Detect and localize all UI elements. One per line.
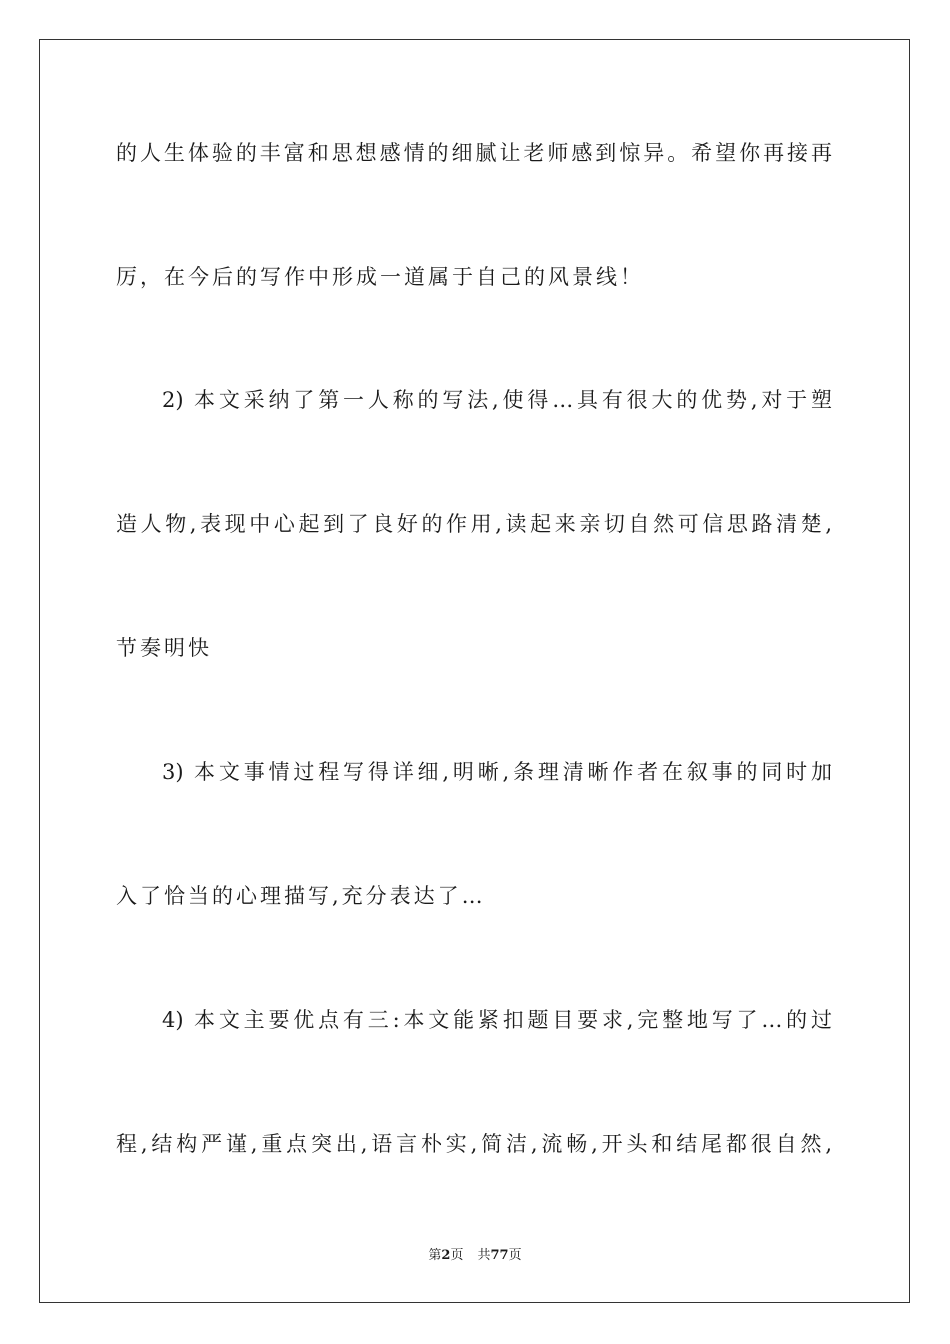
text-line-8: 4) 本文主要优点有三:本文能紧扣题目要求,完整地写了…的过 xyxy=(162,1008,832,1032)
page-frame xyxy=(39,39,910,1303)
text-line-6: 3) 本文事情过程写得详细,明晰,条理清晰作者在叙事的同时加 xyxy=(162,760,832,784)
total-suffix: 页 xyxy=(508,1248,522,1263)
total-prefix: 共 xyxy=(477,1248,491,1263)
text-line-4: 造人物,表现中心起到了良好的作用,读起来亲切自然可信思路清楚, xyxy=(116,512,832,536)
text-line-3: 2) 本文采纳了第一人称的写法,使得…具有很大的优势,对于塑 xyxy=(162,388,832,412)
text-line-2: 厉，在今后的写作中形成一道属于自己的风景线！ xyxy=(116,265,644,289)
text-line-7: 入了恰当的心理描写,充分表达了… xyxy=(116,884,486,908)
page-number: 2 xyxy=(441,1248,451,1263)
text-line-1: 的人生体验的丰富和思想感情的细腻让老师感到惊异。希望你再接再 xyxy=(116,141,832,165)
text-line-9: 程,结构严谨,重点突出,语言朴实,简洁,流畅,开头和结尾都很自然, xyxy=(116,1132,832,1156)
page-footer xyxy=(0,1248,950,1264)
total-pages: 77 xyxy=(490,1248,509,1263)
page-suffix: 页 xyxy=(450,1248,464,1263)
text-line-5: 节奏明快 xyxy=(116,636,212,660)
page-prefix: 第 xyxy=(428,1248,442,1263)
